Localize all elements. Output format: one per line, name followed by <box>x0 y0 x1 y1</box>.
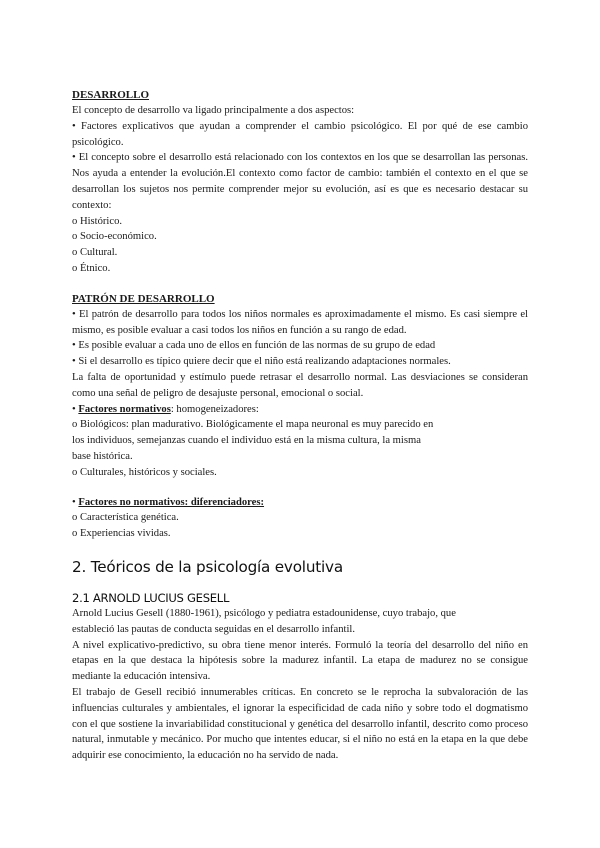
desarrollo-bullet-2: • El concepto sobre el desarrollo está relacionado con los contextos en los que se desarrollan las personas. Nos ayuda a entender la evolución.El contexto como factor de cambio: también el contexto en el que se desarrollan los sujetos nos permite comprender mejor su evolución, así es que es necesario destacar su contexto: <box>72 152 528 211</box>
heading-teoricos: 2. Teóricos de la psicología evolutiva <box>72 557 343 576</box>
desarrollo-intro: El concepto de desarrollo va ligado principalmente a dos aspectos: <box>72 105 355 116</box>
factores-normativos-label: Factores normativos <box>78 403 171 415</box>
biologicos-line-3: base histórica. <box>72 450 133 462</box>
factores-no-normativos-line: • Factores no normativos: diferenciadores: <box>72 496 265 508</box>
section-title-patron: PATRÓN DE DESARROLLO <box>72 292 215 305</box>
context-item: o Cultural. <box>72 247 118 259</box>
gesell-p1-line-1: Arnold Lucius Gesell (1880-1961), psicólogo y pediatra estadounidense, cuyo trabajo, que <box>72 607 456 619</box>
patron-bullet-1: • El patrón de desarrollo para todos los niños normales es aproximadamente el mismo. Es casi siempre el mismo, es posible evaluar a casi todos los niños en función a su rango de edad. <box>72 308 528 336</box>
biologicos-line-2: los individuos, semejanzas cuando el individuo está en la misma cultura, la misma <box>72 435 421 447</box>
section-title-desarrollo: DESARROLLO <box>72 89 150 101</box>
gesell-paragraph-3: El trabajo de Gesell recibió innumerables críticas. En concreto se le reprocha la subvaloración de las influencias culturales y ambientales, el ignorar la especificidad de cada niño y sobre todo el dogmatismo con el que sostiene la invariabilidad constitucional y genética del desarrollo infantil, descrito como proceso natural, inmutable y mecánico. Por mucho que intentes educar, si el niño no está en la etapa en la que debe adquirir ese conocimiento, la educación no ha servido de nada. <box>72 686 528 762</box>
factores-normativos-rest: : homogeneizadores: <box>170 403 259 415</box>
patron-paragraph: La falta de oportunidad y estímulo puede retrasar el desarrollo normal. Las desviaciones se consideran como una señal de peligro de desajuste personal, emocional o social. <box>72 371 528 399</box>
context-item: o Histórico. <box>72 215 123 227</box>
document-page <box>72 88 528 764</box>
gesell-p1-line-2: estableció las pautas de conducta seguidas en el desarrollo infantil. <box>72 623 355 635</box>
gesell-paragraph-2: A nivel explicativo-predictivo, su obra tiene menor interés. Formuló la teoría del desarrollo del niño en etapas en la que destaca la hipótesis sobre la madurez infantil. La etapa de madurez no se consigue mediante la educación intensiva. <box>72 639 528 683</box>
context-item: o Socio-económico. <box>72 231 157 243</box>
context-item: o Étnico. <box>72 262 111 274</box>
patron-bullet-2: • Es posible evaluar a cada uno de ellos en función de las normas de su grupo de edad <box>72 340 436 352</box>
heading-gesell: 2.1 ARNOLD LUCIUS GESELL <box>72 590 230 605</box>
patron-bullet-3: • Si el desarrollo es típico quiere decir que el niño está realizando adaptaciones normales. <box>72 356 451 368</box>
factores-normativos-line: • Factores normativos: homogeneizadores: <box>72 403 259 415</box>
desarrollo-bullet-1: • Factores explicativos que ayudan a comprender el cambio psicológico. El por qué de ese cambio psicológico. <box>72 120 528 148</box>
no-normativos-item: o Experiencias vividas. <box>72 528 171 540</box>
no-normativos-item: o Característica genética. <box>72 512 179 524</box>
culturales-item: o Culturales, históricos y sociales. <box>72 466 217 478</box>
factores-no-normativos-label: Factores no normativos: diferenciadores: <box>78 496 265 508</box>
biologicos-line-1: o Biológicos: plan madurativo. Biológicamente el mapa neuronal es muy parecido en <box>72 419 434 431</box>
